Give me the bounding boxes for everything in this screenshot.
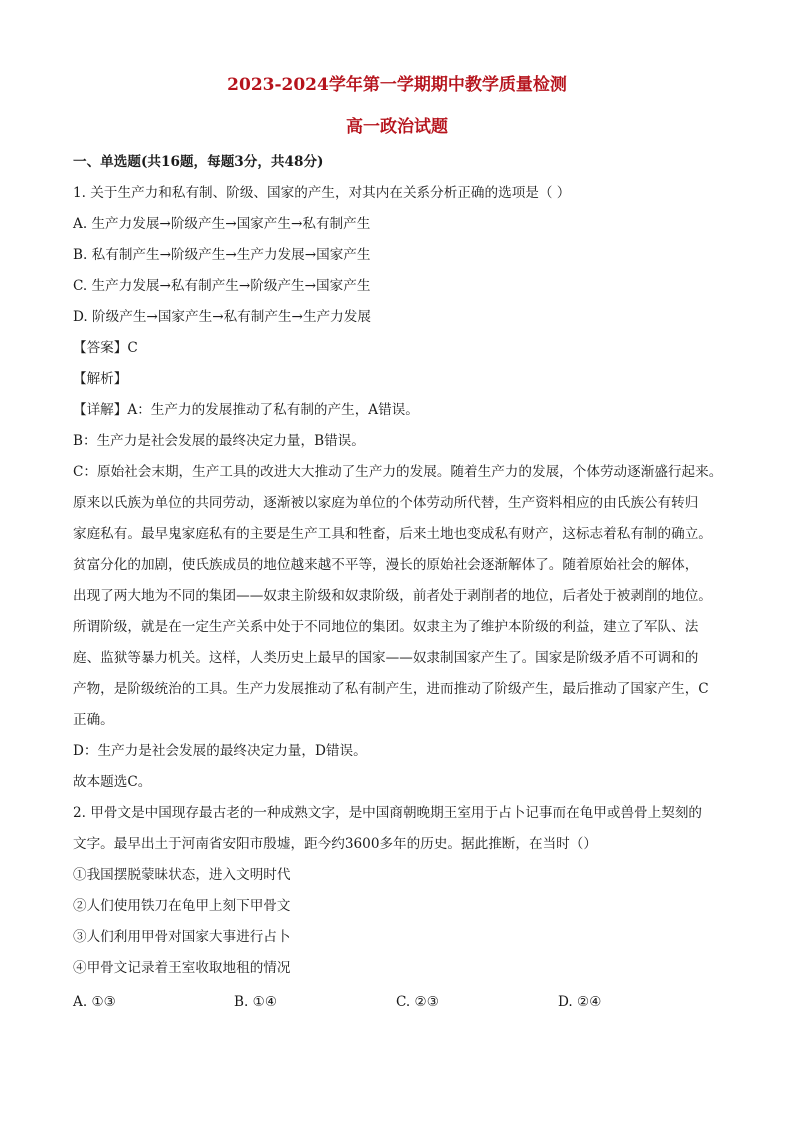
q1-explanation-line: 家庭私有。最早鬼家庭私有的主要是生产工具和牲畜，后来土地也变成私有财产，这标志着私有制的确立。 xyxy=(73,526,712,542)
q1-option-a: A. 生产力发展→阶级产生→国家产生→私有制产生 xyxy=(73,216,371,232)
q1-stem: 1. 关于生产力和私有制、阶级、国家的产生，对其内在关系分析正确的选项是（ ） xyxy=(73,185,571,201)
q1-explanation-line: D：生产力是社会发展的最终决定力量，D错误。 xyxy=(73,743,367,759)
q1-explanation-line: 庭、监狱等暴力机关。这样，人类历史上最早的国家——奴隶制国家产生了。国家是阶级矛盾不可调和的 xyxy=(73,650,699,666)
q1-explanation-line: C：原始社会末期，生产工具的改进大大推动了生产力的发展。随着生产力的发展，个体劳动逐渐盛行起来。 xyxy=(73,464,723,480)
q1-option-b: B. 私有制产生→阶级产生→生产力发展→国家产生 xyxy=(73,247,371,263)
q2-statement: ①我国摆脱蒙昧状态，进入文明时代 xyxy=(73,867,291,883)
q1-explanation-line: 正确。 xyxy=(73,712,114,728)
section-heading: 一、单选题(共16题，每题3分，共48分) xyxy=(73,154,324,170)
q2-statement: ③人们利用甲骨对国家大事进行占卜 xyxy=(73,929,291,945)
q2-option-d: D. ②④ xyxy=(558,994,602,1010)
q2-stem-line: 文字。最早出土于河南省安阳市殷墟，距今约3600多年的历史。据此推断，在当时（） xyxy=(73,836,597,852)
q1-explanation-line: B：生产力是社会发展的最终决定力量，B错误。 xyxy=(73,433,365,449)
q1-analysis-label: 【解析】 xyxy=(73,371,128,387)
q1-explanation-line: 出现了两大地为不同的集团——奴隶主阶级和奴隶阶级，前者处于剥削者的地位，后者处于被剥削的地位。 xyxy=(73,588,712,604)
q2-option-a: A. ①③ xyxy=(73,994,116,1010)
q1-conclusion: 故本题选C。 xyxy=(73,774,152,790)
q1-option-c: C. 生产力发展→私有制产生→阶级产生→国家产生 xyxy=(73,278,371,294)
q1-explanation-line: 原来以氏族为单位的共同劳动，逐渐被以家庭为单位的个体劳动所代替，生产资料相应的由氏族公有转归 xyxy=(73,495,699,511)
q2-statement: ④甲骨文记录着王室收取地租的情况 xyxy=(73,960,291,976)
q2-option-c: C. ②③ xyxy=(396,994,439,1010)
exam-subtitle: 高一政治试题 xyxy=(346,117,448,137)
q1-option-d: D. 阶级产生→国家产生→私有制产生→生产力发展 xyxy=(73,309,371,325)
q2-option-b: B. ①④ xyxy=(234,994,278,1010)
q2-statement: ②人们使用铁刀在龟甲上刻下甲骨文 xyxy=(73,898,291,914)
q1-explanation-line: 所谓阶级，就是在一定生产关系中处于不同地位的集团。奴隶主为了维护本阶级的利益，建立了军队、法 xyxy=(73,619,699,635)
q1-explanation-line: 产物，是阶级统治的工具。生产力发展推动了私有制产生，进而推动了阶级产生，最后推动了国家产生，C xyxy=(73,681,709,697)
q1-explanation-line: 【详解】A：生产力的发展推动了私有制的产生，A错误。 xyxy=(73,402,419,418)
q2-stem-line: 2. 甲骨文是中国现存最古老的一种成熟文字，是中国商朝晚期王室用于占卜记事而在龟甲或兽骨上契刻的 xyxy=(73,805,703,821)
q1-explanation-line: 贫富分化的加剧，使氏族成员的地位越来越不平等，漫长的原始社会逐渐解体了。随着原始社会的解体， xyxy=(73,557,699,573)
exam-title: 2023-2024学年第一学期期中教学质量检测 xyxy=(227,75,567,95)
q1-answer: 【答案】C xyxy=(73,340,138,356)
